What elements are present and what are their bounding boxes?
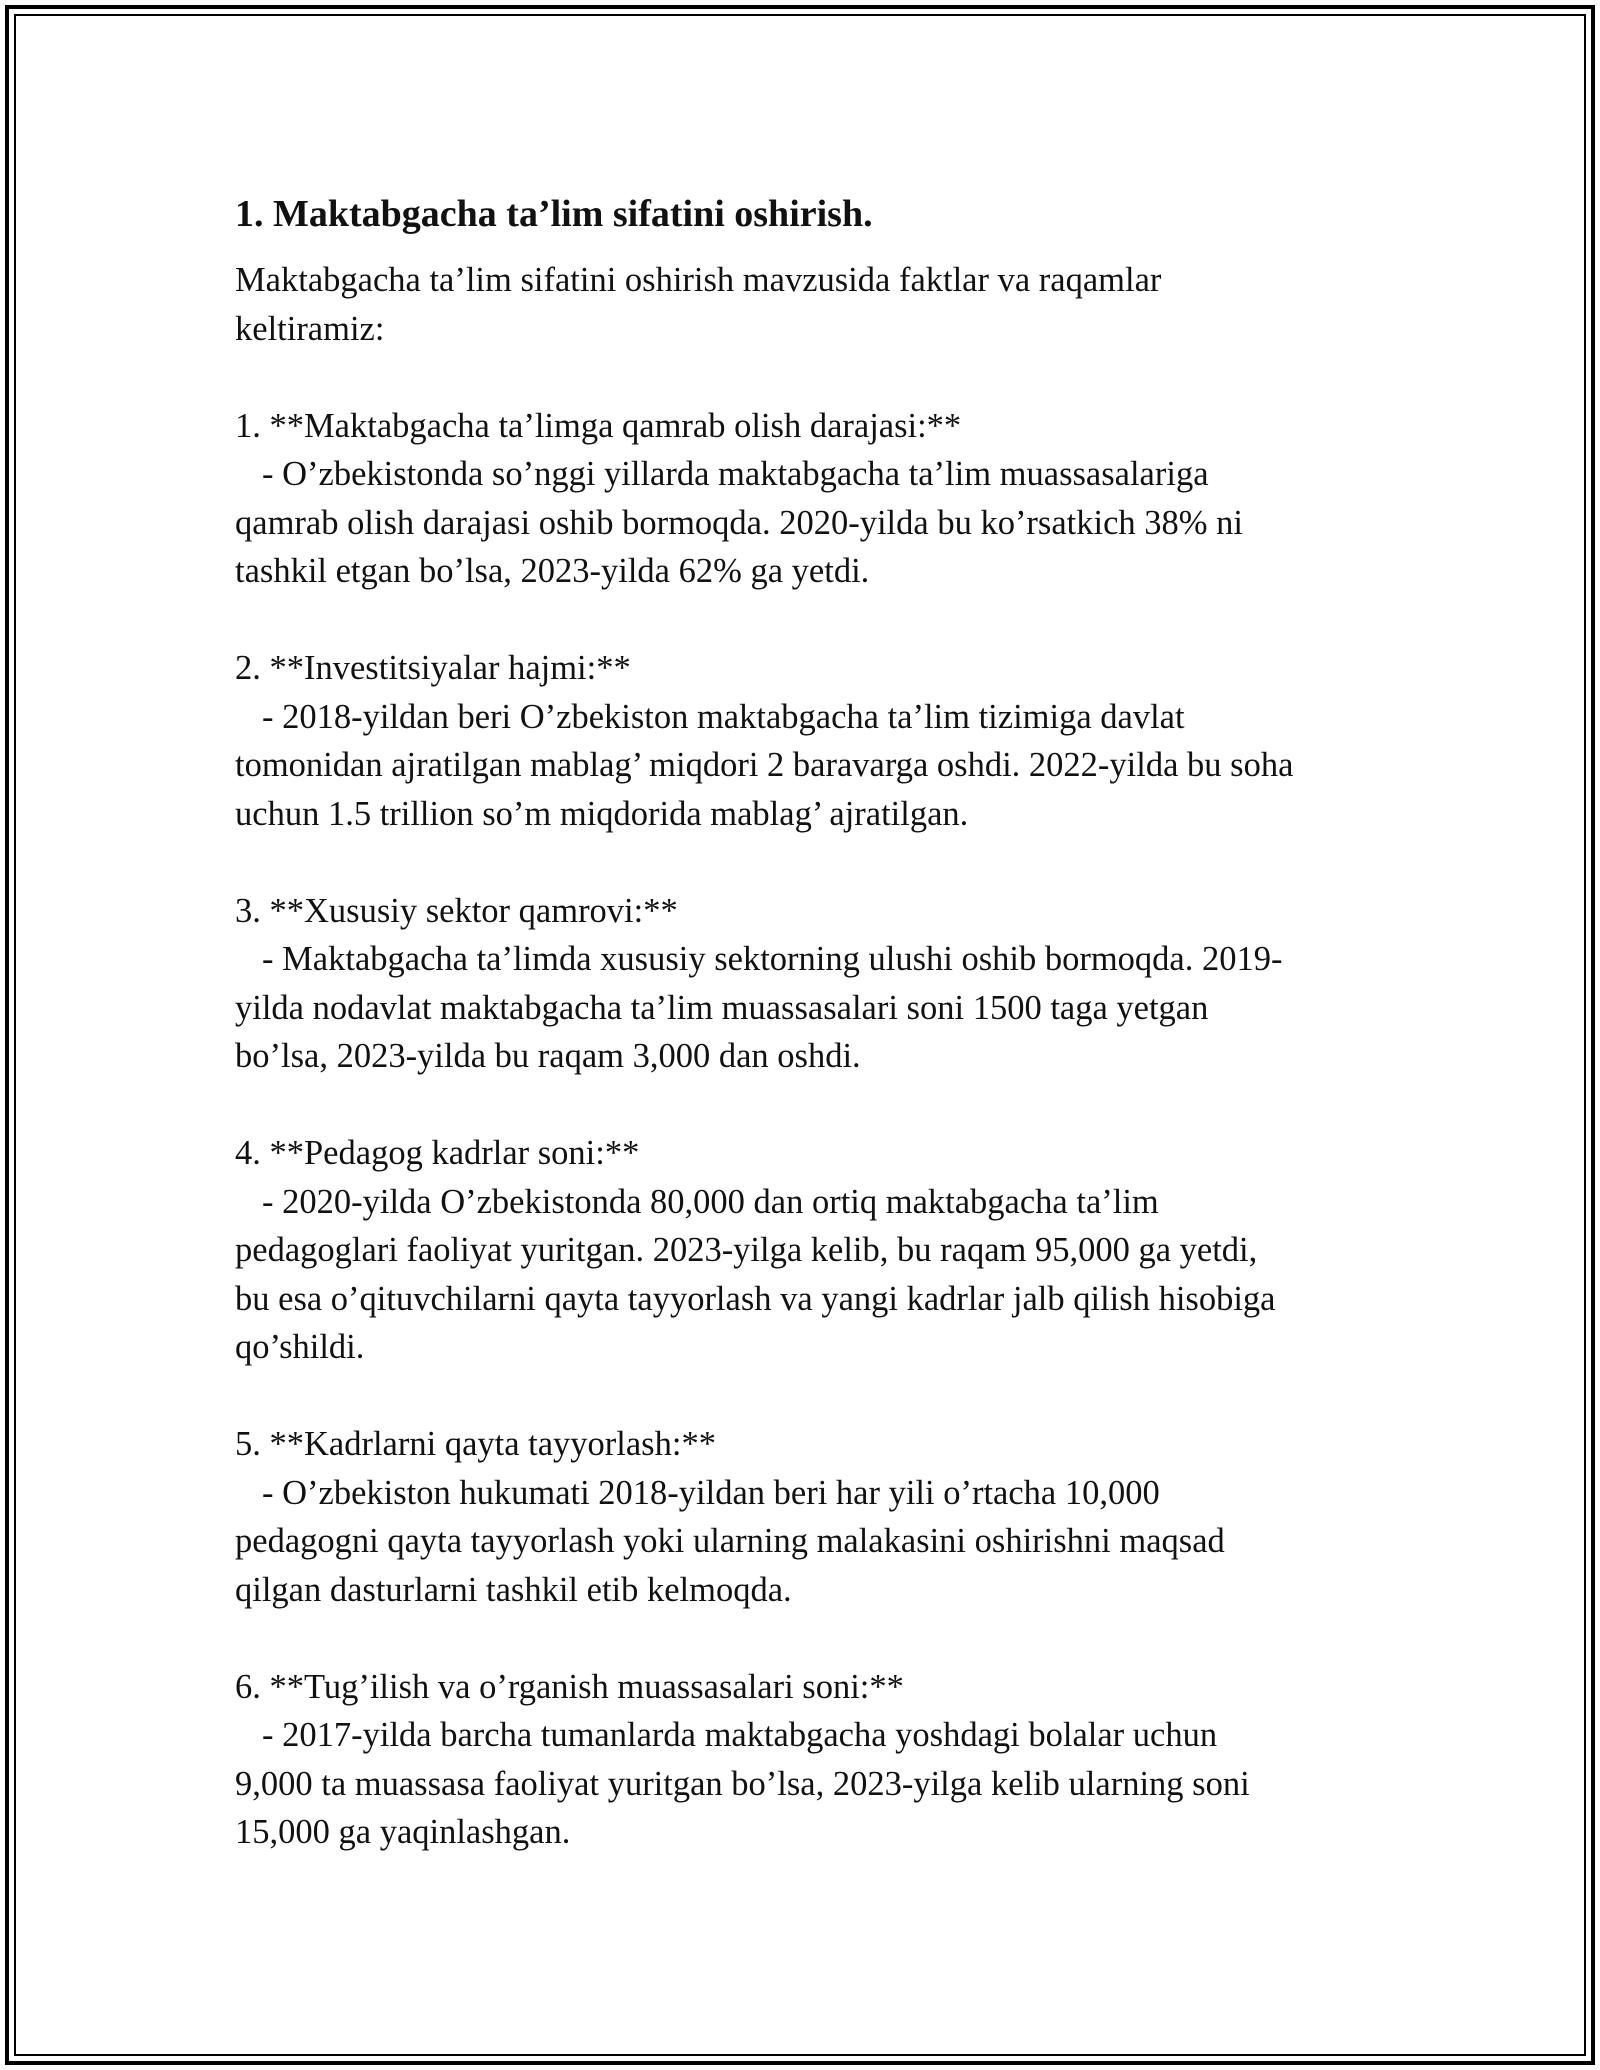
list-item — [235, 1129, 1375, 1372]
item-body: - Maktabgacha ta’limda xususiy sektorning ulushi oshib bormoqda. 2019- yilda nodavlat maktabgacha ta’lim muassasalari soni 1500 taga yetgan bo’lsa, 2023-yilda bu raqam 3,000 dan oshdi. — [235, 940, 1283, 1075]
item-heading: 3. **Xususiy sektor qamrovi:** — [235, 891, 678, 930]
item-heading: 2. **Investitsiyalar hajmi:** — [235, 649, 631, 687]
item-body: - 2018-yildan beri O’zbekiston maktabgacha ta’lim tizimiga davlat tomonidan ajratilgan mablag’ miqdori 2 baravarga oshdi. 2022-yilda bu soha uchun 1.5 trillion so’m miqdorida mablag’ ajratilgan. — [235, 697, 1294, 833]
list-item — [235, 644, 1375, 838]
list-item — [235, 887, 1375, 1081]
intro-paragraph: Maktabgacha ta’lim sifatini oshirish mavzusida faktlar va raqamlar keltiramiz: — [235, 261, 1162, 348]
list-item — [235, 1663, 1375, 1857]
item-body: - O’zbekiston hukumati 2018-yildan beri har yili o’rtacha 10,000 pedagogni qayta tayyorlash yoki ularning malakasini oshirishni maqsad qilgan dasturlarni tashkil etib kelmoqda. — [235, 1473, 1225, 1609]
item-heading: 6. **Tug’ilish va o’rganish muassasalari soni:** — [235, 1667, 904, 1706]
item-heading: 1. **Maktabgacha ta’limga qamrab olish darajasi:** — [235, 406, 962, 445]
item-heading: 5. **Kadrlarni qayta tayyorlash:** — [235, 1425, 716, 1463]
item-body: - 2020-yilda O’zbekistonda 80,000 dan ortiq maktabgacha ta’lim pedagoglari faoliyat yuritgan. 2023-yilga kelib, bu raqam 95,000 ga yetdi, bu esa o’qituvchilarni qayta tayyorlash va yangi kadrlar jalb qilish hisobiga qo’shildi. — [235, 1182, 1276, 1366]
list-item — [235, 402, 1375, 596]
item-body: - O’zbekistonda so’nggi yillarda maktabgacha ta’lim muassasalariga qamrab olish darajasi oshib bormoqda. 2020-yilda bu ko’rsatkich 38% ni tashkil etgan bo’lsa, 2023-yilda 62% ga yetdi. — [235, 455, 1243, 590]
list-item — [235, 1420, 1375, 1614]
item-heading: 4. **Pedagog kadrlar soni:** — [235, 1134, 640, 1172]
document-title: 1. Maktabgacha ta’lim sifatini oshirish. — [235, 193, 873, 235]
item-body: - 2017-yilda barcha tumanlarda maktabgacha yoshdagi bolalar uchun 9,000 ta muassasa faoliyat yuritgan bo’lsa, 2023-yilga kelib ularning soni 15,000 ga yaqinlashgan. — [235, 1716, 1250, 1851]
document-content — [235, 186, 1375, 1857]
